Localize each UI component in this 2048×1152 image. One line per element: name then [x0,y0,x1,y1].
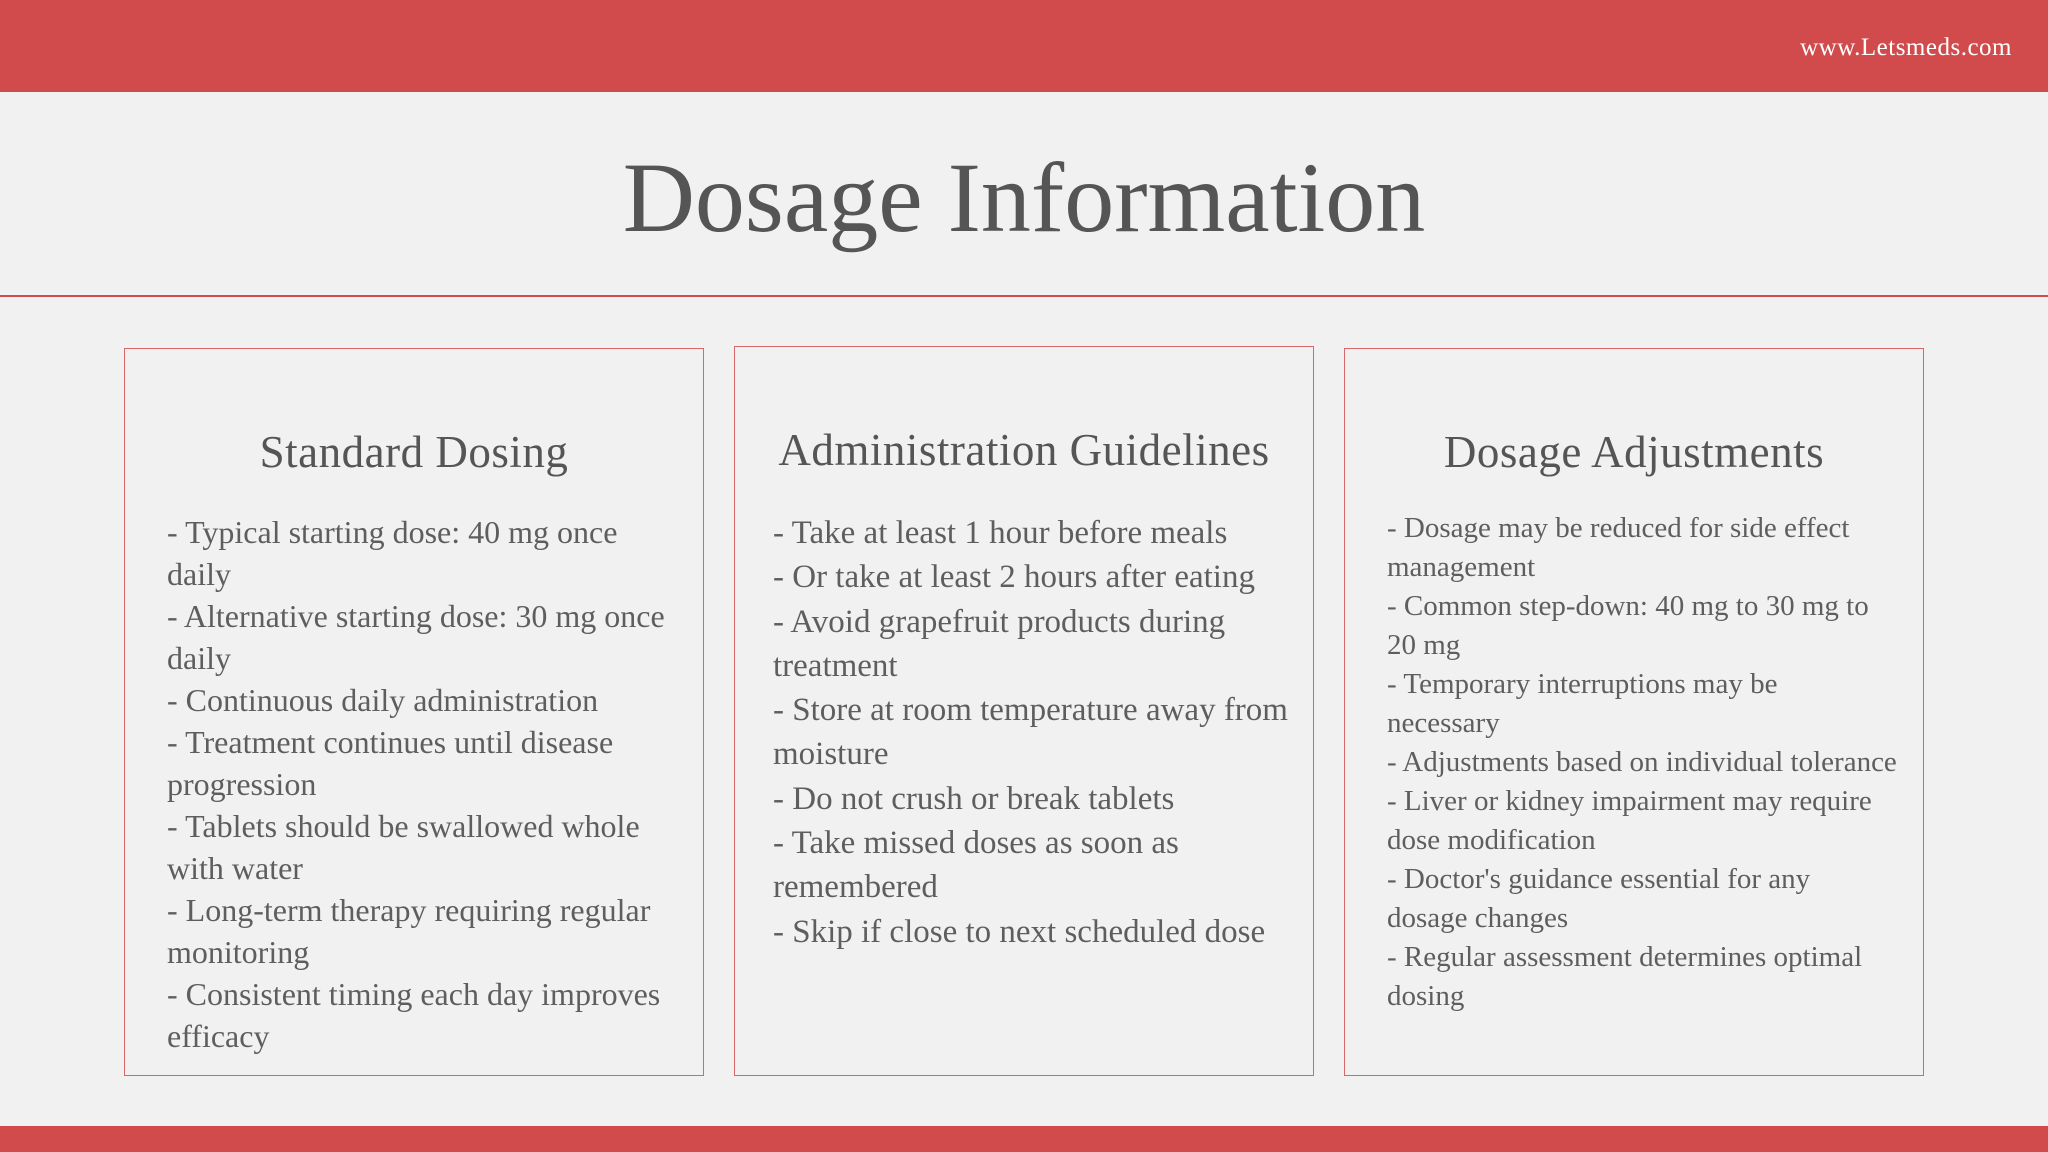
list-item: - Temporary interruptions may be necessary [1387,668,1778,739]
standard-dosing-list [167,511,677,1057]
top-banner [0,0,2048,92]
administration-guidelines-card [734,346,1314,1076]
list-item: - Do not crush or break tablets [773,780,1175,817]
list-item: - Dosage may be reduced for side effect management [1387,512,1850,583]
card-title: Standard Dosing [259,427,569,477]
list-item: - Store at room temperature away from moisture [773,692,1288,773]
list-item: - Continuous daily administration [167,682,599,718]
list-item: - Take missed doses as soon as remembered [773,825,1179,906]
title-divider [0,295,2048,297]
list-item: - Treatment continues until disease progression [167,724,614,802]
list-item: - Consistent timing each day improves efficacy [167,976,661,1054]
page-title: Dosage Information [622,142,1426,253]
list-item: - Long-term therapy requiring regular monitoring [167,892,651,970]
list-item: - Or take at least 2 hours after eating [773,559,1255,596]
bottom-banner [0,1126,2048,1152]
dosage-adjustments-list [1387,509,1897,1016]
list-item: - Doctor's guidance essential for any dosage changes [1387,863,1811,934]
list-item: - Liver or kidney impairment may require dose modification [1387,785,1872,856]
list-item: - Tablets should be swallowed whole with water [167,808,640,886]
list-item: - Take at least 1 hour before meals [773,515,1228,551]
list-item: - Avoid grapefruit products during treatment [773,603,1226,684]
list-item: - Alternative starting dose: 30 mg once daily [167,598,665,676]
card-title: Dosage Adjustments [1443,427,1825,477]
list-item: - Typical starting dose: 40 mg once daily [167,514,618,592]
administration-guidelines-list [773,511,1293,954]
list-item: - Skip if close to next scheduled dose [773,913,1266,950]
standard-dosing-card [124,348,704,1076]
list-item: - Regular assessment determines optimal dosing [1387,941,1863,1012]
dosage-adjustments-card [1344,348,1924,1076]
list-item: - Common step-down: 40 mg to 30 mg to 20 mg [1387,590,1869,661]
website-url: www.Letsmeds.com [1800,34,2012,61]
card-title: Administration Guidelines [778,425,1270,475]
list-item: - Adjustments based on individual tolerance [1387,746,1897,778]
